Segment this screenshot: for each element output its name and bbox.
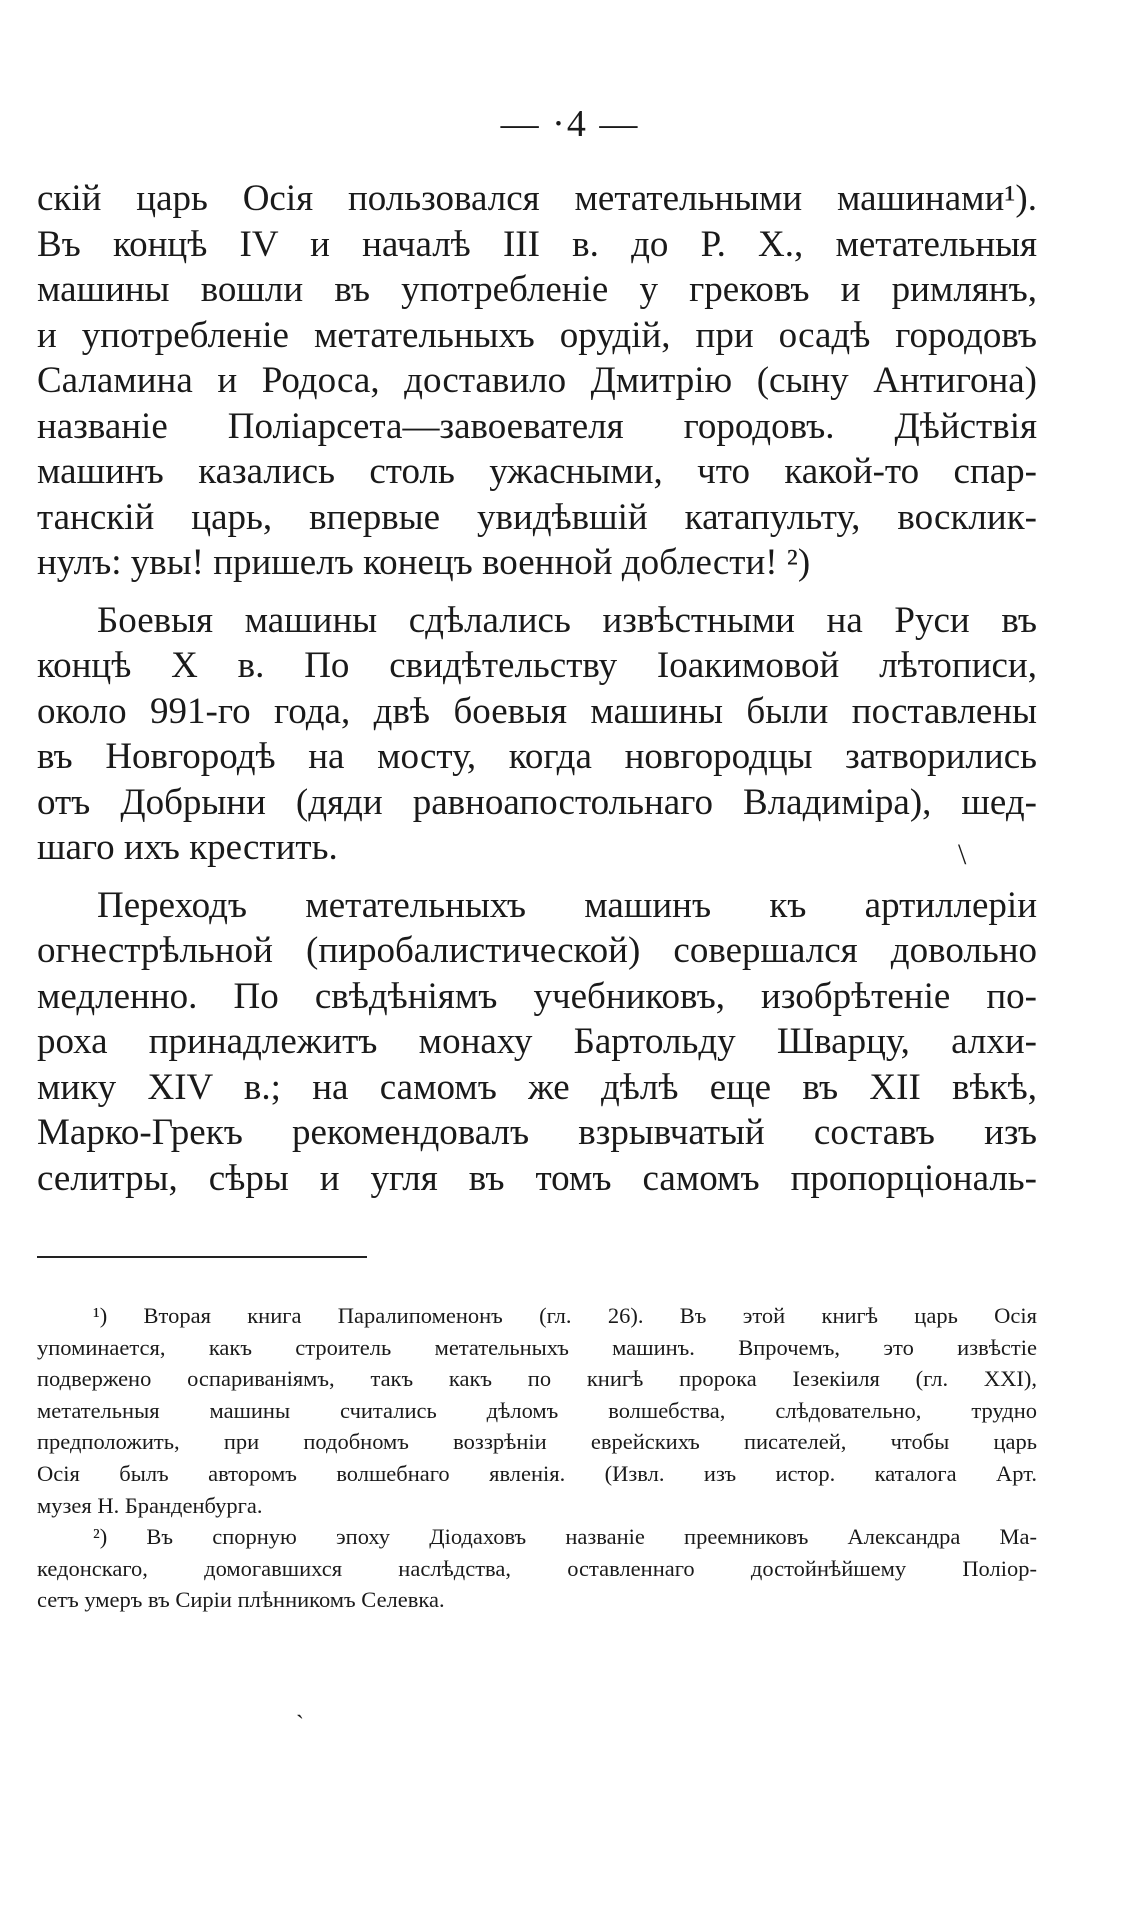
text-line: концѣ X в. По свидѣтельству Іоакимовой лѣтописи, [37, 645, 1037, 686]
text-line: отъ Добрыни (дяди равноапостольнаго Владиміра), шед- [37, 781, 1037, 823]
stray-print-mark: \ [958, 838, 967, 871]
text-line: названіе Поліарсета—завоевателя городовъ. Дѣйствія [37, 405, 1037, 447]
text-line: Переходъ метательныхъ машинъ къ артиллеріи [97, 884, 1037, 926]
text-line: огнестрѣльной (пиробалистической) совершался довольно [37, 930, 1037, 971]
text-line: и употребленіе метательныхъ орудій, при осадѣ городовъ [37, 314, 1037, 356]
footnote-line: предположить, при подобномъ воззрѣніи еврейскихъ писателей, чтобы царь [37, 1429, 1037, 1455]
text-line: роха принадлежитъ монаху Бартольду Шварцу, алхи- [37, 1021, 1037, 1062]
footnote-line: подвержено оспариваніямъ, такъ какъ по книгѣ пророка Іезекіиля (гл. XXI), [37, 1366, 1037, 1392]
footnote-divider [37, 1256, 367, 1258]
text-line: машинъ казались столь ужасными, что какой-то спар- [37, 451, 1037, 492]
text-line: медленно. По свѣдѣніямъ учебниковъ, изобрѣтеніе по- [37, 975, 1037, 1017]
text-line: Боевыя машины сдѣлались извѣстными на Руси въ [97, 599, 1037, 641]
text-line: селитры, сѣры и угля въ томъ самомъ пропорціональ- [37, 1157, 1037, 1199]
text-line: Въ концѣ IV и началѣ III в. до Р. Х., метательныя [37, 223, 1037, 265]
page-number: — ·4 — [500, 103, 640, 145]
footnote-line: кедонскаго, домогавшихся наслѣдства, оставленнаго достойнѣйшему Поліор- [37, 1555, 1037, 1581]
footnote-line: музея Н. Бранденбурга. [37, 1492, 263, 1518]
text-line: Марко-Грекъ рекомендовалъ взрывчатый составъ изъ [37, 1112, 1037, 1153]
text-line: мику XIV в.; на самомъ же дѣлѣ еще въ XII вѣкѣ, [37, 1066, 1037, 1108]
text-line: въ Новгородѣ на мосту, когда новгородцы затворились [37, 736, 1037, 777]
text-line: Саламина и Родоса, доставило Дмитрію (сыну Антигона) [37, 360, 1037, 401]
footnote-line: ¹) Вторая книга Паралипоменонъ (гл. 26). Въ этой книгѣ царь Осія [93, 1303, 1037, 1328]
footnote-line: Осія былъ авторомъ волшебнаго явленія. (Извл. изъ истор. каталога Арт. [37, 1460, 1037, 1486]
footnote-line: ²) Въ спорную эпоху Діодаховъ названіе преемниковъ Александра Ма- [93, 1524, 1037, 1550]
footnote-line: упоминается, какъ строитель метательныхъ машинъ. Впрочемъ, это извѣстіе [37, 1334, 1037, 1360]
text-line: около 991-го года, двѣ боевыя машины были поставлены [37, 690, 1037, 732]
text-line: машины вошли въ употребленіе у грековъ и римлянъ, [37, 269, 1037, 310]
paragraph-gap [37, 586, 1037, 598]
text-line: скій царь Осія пользовался метательными машинами¹). [37, 178, 1037, 219]
text-line: шаго ихъ крестить. [37, 827, 338, 868]
stray-tick-mark: ˋ [296, 1712, 304, 1738]
paragraph-gap [37, 871, 1037, 883]
footnotes [37, 1300, 1037, 1616]
text-line: танскій царь, впервые увидѣвшій катапульту, восклик- [37, 496, 1037, 538]
text-line: нулъ: увы! пришелъ конецъ военной доблести! ²) [37, 542, 811, 583]
footnote-line: метательныя машины считались дѣломъ волшебства, слѣдовательно, трудно [37, 1397, 1037, 1423]
main-text [37, 176, 1037, 1201]
footnote-line: сетъ умеръ въ Сиріи плѣнникомъ Селевка. [37, 1587, 445, 1613]
